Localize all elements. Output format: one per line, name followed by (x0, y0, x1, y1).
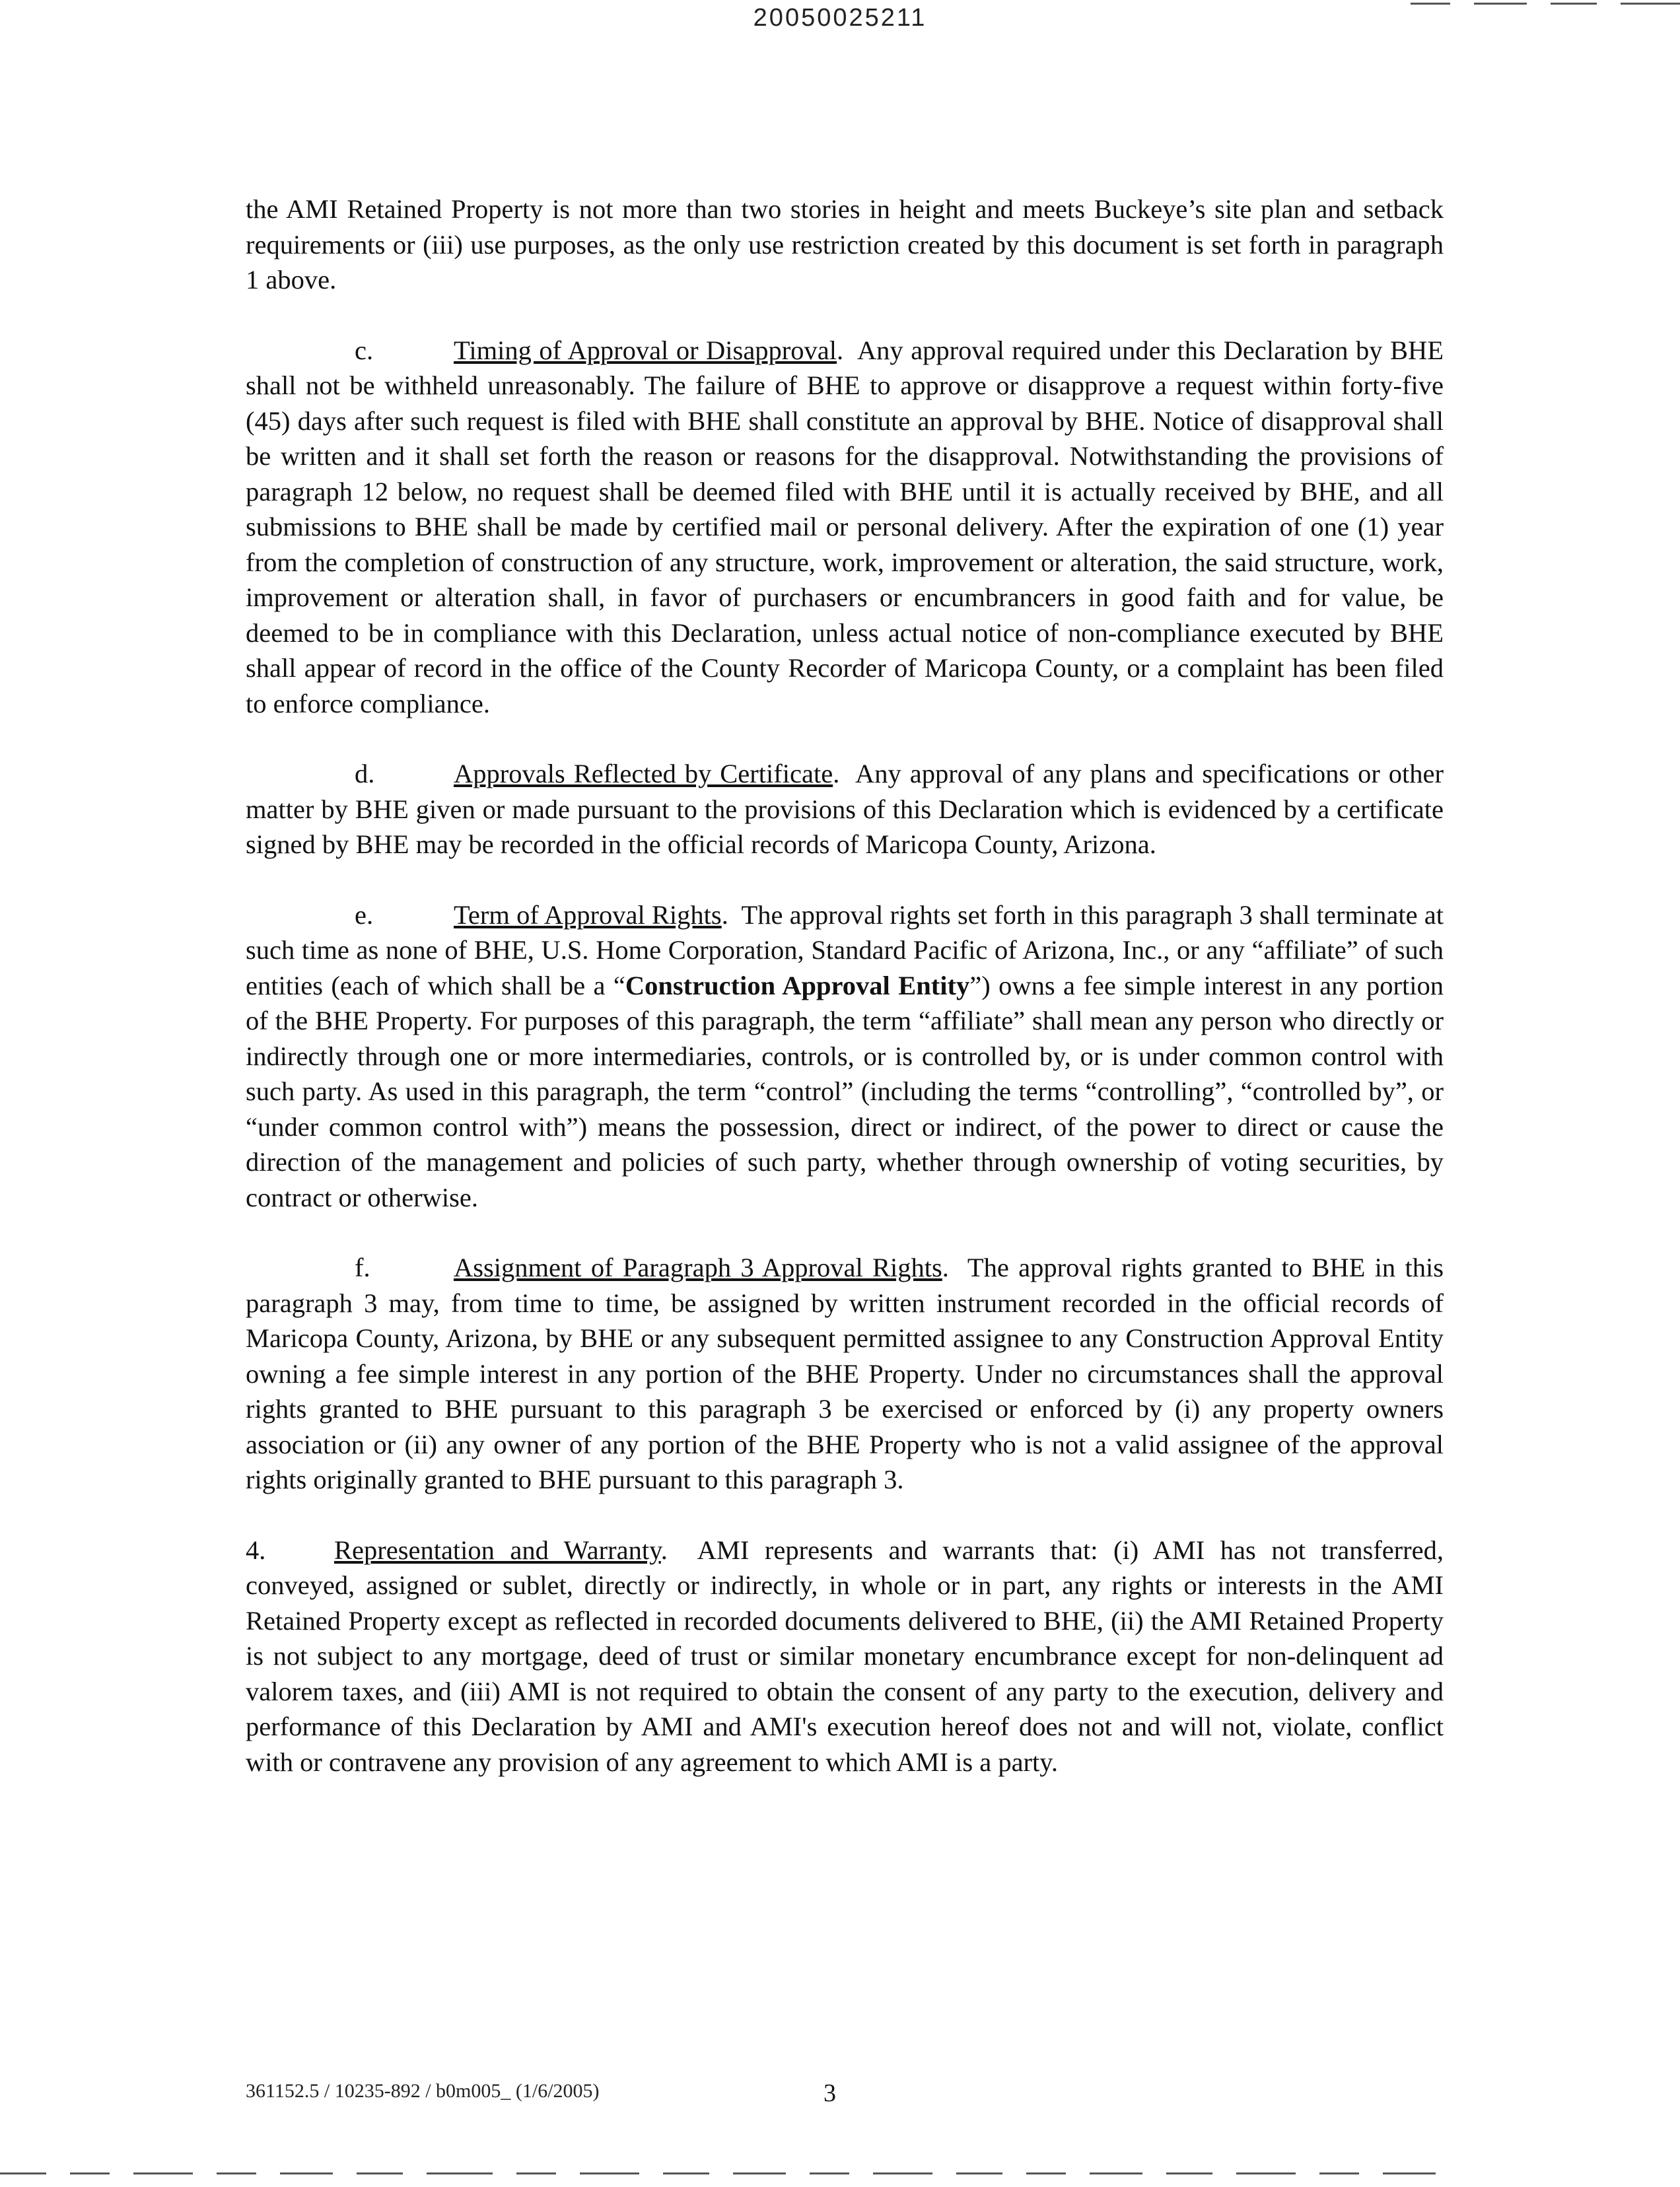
paragraph-d: d. Approvals Reflected by Certificate. Any approval of any plans and specifications or other matter by BHE given or made pursuant to the provisions of this Declaration which is evidenced by a certificate signed by BHE may be recorded in the official records of Maricopa County, Arizona. (246, 756, 1444, 862)
paragraph-d-heading: Approvals Reflected by Certificate (454, 759, 833, 788)
paragraph-d-label: d. (355, 759, 375, 788)
paragraph-d-text: Any approval of any plans and specifications or other matter by BHE given or made pursuant to the provisions of this Declaration which is evidenced by a certificate signed by BHE may be recorded in the official records of Maricopa County, Arizona. (246, 759, 1444, 859)
paragraph-e-text-after: ”) owns a fee simple interest in any portion of the BHE Property. For purposes of this paragraph, the term “affiliate” shall mean any person who directly or indirectly through one or more intermediaries, controls, or is controlled by, or is under common control with such party. As used in this paragraph, the term “control” (including the terms “controlling”, “controlled by”, or “under common control with”) means the possession, direct or indirect, of the power to direct or cause the direction of the management and policies of such party, whether through ownership of voting securities, by contract or otherwise. (246, 970, 1444, 1212)
paragraph-e-heading: Term of Approval Rights (454, 899, 722, 930)
paragraph-e: e. Term of Approval Rights. The approval rights set forth in this paragraph 3 shall terminate at such time as none of BHE, U.S. Home Corporation, Standard Pacific of Arizona, Inc., or any “affiliate” of such entities (each of which shall be a “Construction Approval Entity”) owns a fee simple interest in any portion of the BHE Property. For purposes of this paragraph, the term “affiliate” shall mean any person who directly or indirectly through one or more intermediaries, controls, or is controlled by, or is under common control with such party. As used in this paragraph, the term “control” (including the terms “controlling”, “controlled by”, or “under common control with”) means the possession, direct or indirect, of the power to direct or cause the direction of the management and policies of such party, whether through ownership of voting securities, by contract or otherwise. (246, 897, 1444, 1216)
paragraph-c: c. Timing of Approval or Disapproval. Any approval required under this Declaration by BHE shall not be withheld unreasonably. The failure of BHE to approve or disapprove a request within forty-five (45) days after such request is filed with BHE shall constitute an approval by BHE. Notice of disapproval shall be written and it shall set forth the reason or reasons for the disapproval. Notwithstanding the provisions of paragraph 12 below, no request shall be deemed filed with BHE until it is actually received by BHE, and all submissions to BHE shall be made by certified mail or personal delivery. After the expiration of one (1) year from the completion of construction of any structure, work, improvement or alteration, the said structure, work, improvement or alteration shall, in favor of purchasers or encumbrancers in good faith and for value, be deemed to be in compliance with this Declaration, unless actual notice of non-compliance executed by BHE shall appear of record in the office of the County Recorder of Maricopa County, or a complaint has been filed to enforce compliance. (246, 333, 1444, 722)
scan-edge-marks-bottom (0, 2172, 1436, 2175)
paragraph-f-label: f. (355, 1253, 370, 1282)
paragraph-f-heading: Assignment of Paragraph 3 Approval Rights (454, 1253, 942, 1282)
document-body (246, 191, 1444, 1815)
paragraph-section-4: 4. Representation and Warranty. AMI represents and warrants that: (i) AMI has not transferred, conveyed, assigned or sublet, directly or indirectly, in whole or in part, any rights or interests in the AMI Retained Property except as reflected in recorded documents delivered to BHE, (ii) the AMI Retained Property is not subject to any mortgage, deed of trust or similar monetary encumbrance except for non-delinquent ad valorem taxes, and (iii) AMI is not required to obtain the consent of any party to the execution, delivery and performance of this Declaration by AMI and AMI's execution hereof does not and will not, violate, conflict with or contravene any provision of any agreement to which AMI is a party. (246, 1533, 1444, 1780)
paragraph-c-text: Any approval required under this Declaration by BHE shall not be withheld unreasonably. The failure of BHE to approve or disapprove a request within forty-five (45) days after such request is filed with BHE shall constitute an approval by BHE. Notice of disapproval shall be written and it shall set forth the reason or reasons for the disapproval. Notwithstanding the provisions of paragraph 12 below, no request shall be deemed filed with BHE until it is actually received by BHE, and all submissions to BHE shall be made by certified mail or personal delivery. After the expiration of one (1) year from the completion of construction of any structure, work, improvement or alteration, the said structure, work, improvement or alteration shall, in favor of purchasers or encumbrancers in good faith and for value, be deemed to be in compliance with this Declaration, unless actual notice of non-compliance executed by BHE shall appear of record in the office of the County Recorder of Maricopa County, or a complaint has been filed to enforce compliance. (246, 335, 1444, 718)
section-4-label: 4. (246, 1535, 266, 1565)
section-4-text: AMI represents and warrants that: (i) AMI has not transferred, conveyed, assigned or sublet, directly or indirectly, in whole or in part, any rights or interests in the AMI Retained Property except as reflected in recorded documents delivered to BHE, (ii) the AMI Retained Property is not subject to any mortgage, deed of trust or similar monetary encumbrance except for non-delinquent ad valorem taxes, and (iii) AMI is not required to obtain the consent of any party to the execution, delivery and performance of this Declaration by AMI and AMI's execution hereof does not and will not, violate, conflict with or contravene any provision of any agreement to which AMI is a party. (246, 1535, 1444, 1777)
recording-number: 20050025211 (753, 4, 927, 32)
paragraph-f: f. Assignment of Paragraph 3 Approval Rights. The approval rights granted to BHE in this paragraph 3 may, from time to time, be assigned by written instrument recorded in the official records of Maricopa County, Arizona, by BHE or any subsequent permitted assignee to any Construction Approval Entity owning a fee simple interest in any portion of the BHE Property. Under no circumstances shall the approval rights granted to BHE pursuant to this paragraph 3 be exercised or enforced by (i) any property owners association or (ii) any owner of any portion of the BHE Property who is not a valid assignee of the approval rights originally granted to BHE pursuant to this paragraph 3. (246, 1250, 1444, 1498)
paragraph-c-label: c. (355, 335, 374, 365)
defined-term-construction-approval-entity: Construction Approval Entity (625, 970, 970, 1000)
page-number: 3 (823, 2079, 836, 2107)
paragraph-f-text: The approval rights granted to BHE in this paragraph 3 may, from time to time, be assigned by written instrument recorded in the official records of Maricopa County, Arizona, by BHE or any subsequent permitted assignee to any Construction Approval Entity owning a fee simple interest in any portion of the BHE Property. Under no circumstances shall the approval rights granted to BHE pursuant to this paragraph 3 be exercised or enforced by (i) any property owners association or (ii) any owner of any portion of the BHE Property who is not a valid assignee of the approval rights originally granted to BHE pursuant to this paragraph 3. (246, 1253, 1444, 1494)
paragraph-intro: the AMI Retained Property is not more than two stories in height and meets Buckeye’s site plan and setback requirements or (iii) use purposes, as the only use restriction created by this document is set forth in paragraph 1 above. (246, 194, 1444, 295)
document-reference: 361152.5 / 10235-892 / b0m005_ (1/6/2005) (246, 2080, 600, 2102)
paragraph-e-text-before: The approval rights set forth in this paragraph 3 shall terminate at such time as none of BHE, U.S. Home Corporation, Standard Pacific of Arizona, Inc., or any “affiliate” of such entities (each of which shall be a “ (246, 899, 1444, 1000)
paragraph-e-label: e. (355, 899, 374, 930)
paragraph-c-heading: Timing of Approval or Disapproval (454, 335, 837, 365)
section-4-heading: Representation and Warranty (334, 1535, 661, 1565)
